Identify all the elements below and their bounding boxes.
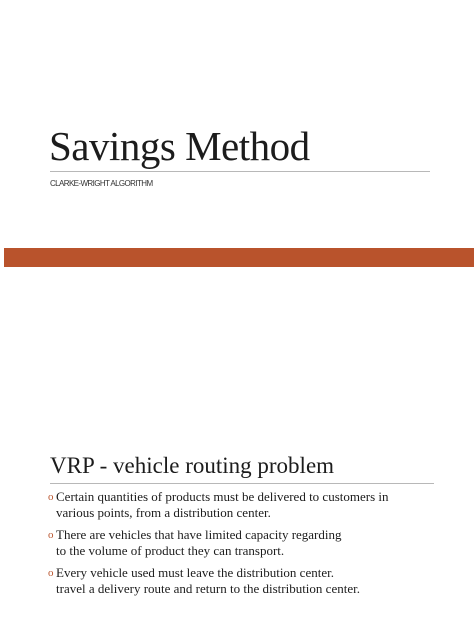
- bullet-marker-icon: o: [48, 491, 54, 503]
- title-divider: [50, 171, 430, 172]
- bullet-item: [48, 489, 418, 521]
- content-slide: [0, 318, 474, 632]
- slide-title: Savings Method: [49, 123, 310, 169]
- bullet-item: [48, 527, 418, 559]
- bullet-text-line: to the volume of product they can transport.: [56, 543, 285, 558]
- bullet-text-line: various points, from a distribution center.: [56, 505, 271, 520]
- bullet-text-line: Certain quantities of products must be delivered to customers in: [56, 489, 389, 504]
- bullet-item: [48, 565, 418, 597]
- bullet-text-line: There are vehicles that have limited capacity regarding: [56, 527, 342, 542]
- bullet-marker-icon: o: [48, 529, 54, 541]
- slide-subtitle: CLARKE-WRIGHT ALGORITHM: [50, 179, 153, 188]
- bullet-list: [48, 489, 418, 603]
- content-slide-title: VRP - vehicle routing problem: [50, 453, 335, 478]
- content-title-divider: [50, 483, 434, 484]
- bullet-marker-icon: o: [48, 567, 54, 579]
- accent-band: [4, 248, 474, 267]
- title-slide: [0, 0, 474, 312]
- bullet-text-line: travel a delivery route and return to the distribution center.: [56, 581, 360, 596]
- bullet-text-line: Every vehicle used must leave the distribution center.: [56, 565, 334, 580]
